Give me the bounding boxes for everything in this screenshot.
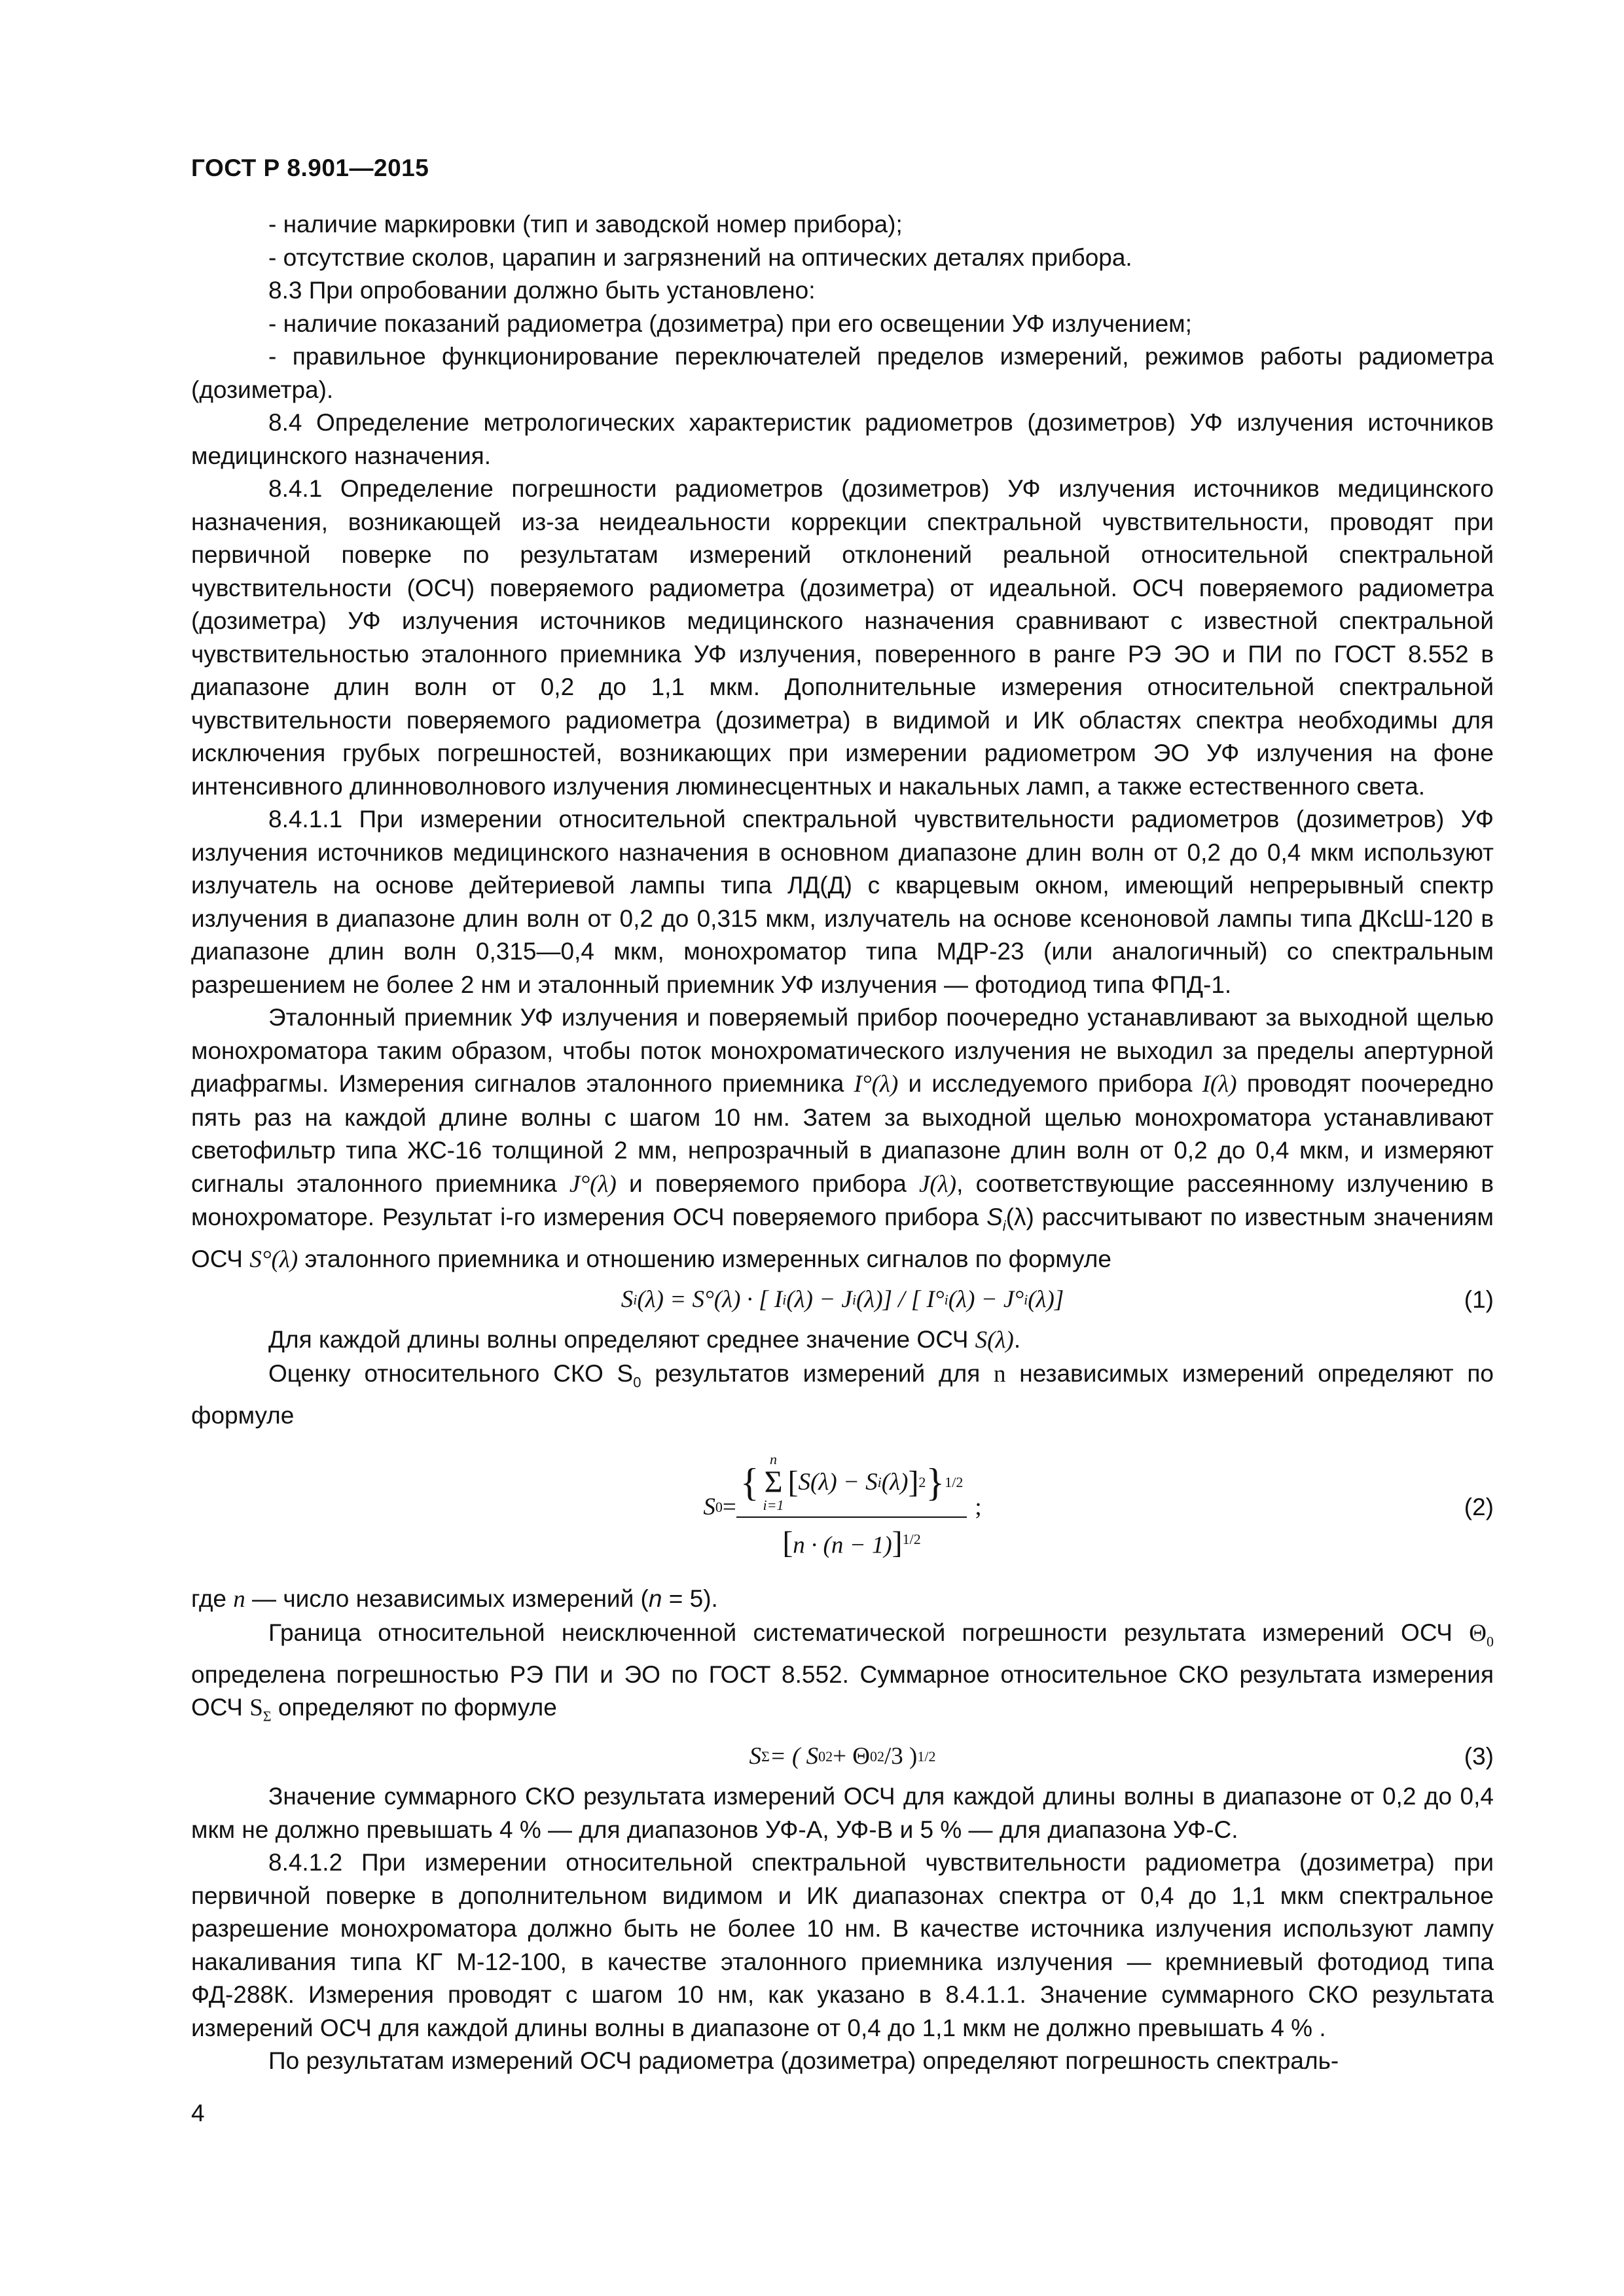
- paragraph: 8.4.1.1 При измерении относительной спектральной чувствительности радиометров (дозиметров) УФ излучения источников медицинского назначения в основном диапазоне длин волн от 0,2 до 0,4 мкм используют излучатель на основе дейтериевой лампы типа ЛД(Д) с кварцевым окном, имеющий непрерывный спектр излучения в диапазоне длин волн от 0,2 до 0,315 мкм, излучатель на основе ксеноновой лампы типа ДКсШ-120 в диапазоне длин волн 0,315—0,4 мкм, монохроматор типа МДР-23 (или аналогичный) со спектральным разрешением не более 2 нм и эталонный приемник УФ излучения — фотодиод типа ФПД-1.: [191, 806, 1494, 998]
- paragraph: - наличие маркировки (тип и заводской номер прибора);: [268, 211, 903, 238]
- symbol: I(λ): [1202, 1071, 1237, 1098]
- symbol: J(λ): [919, 1170, 957, 1198]
- paragraph: где n — число независимых измерений (n = 5).: [191, 1585, 718, 1613]
- formula-number: (1): [1464, 1286, 1494, 1314]
- symbol: I°(λ): [854, 1071, 899, 1098]
- formula-number: (2): [1464, 1494, 1494, 1521]
- symbol: S°(λ): [249, 1246, 298, 1273]
- formula-1: S i (λ) = S°(λ) · [ I i (λ) − J i (λ)] / [ I° i (λ) − J° i (λ)] (1): [191, 1276, 1494, 1323]
- document-header: ГОСТ Р 8.901—2015: [191, 154, 429, 181]
- paragraph: Значение суммарного СКО результата измерений ОСЧ для каждой длины волны в диапазоне от 0,2 до 0,4 мкм не должно превышать 4 % — для диапазонов УФ-А, УФ-В и 5 % — для диапазона УФ-С.: [191, 1783, 1494, 1843]
- paragraph: 8.4.1.2 При измерении относительной спектральной чувствительности радиометра (дозиметра) при первичной поверке в дополнительном видимом и ИК диапазонах спектра от 0,4 до 1,1 мкм спектральное разрешение монохроматора должно быть не более 10 нм. В качестве источника излучения используют лампу накаливания типа КГ М-12-100, в качестве эталонного приемника излучения — кремниевый фотодиод типа ФД-288К. Измерения проводят с шагом 10 нм, как указано в 8.4.1.1. Значение суммарного СКО результата измерений ОСЧ для каждой длины волны в диапазоне от 0,4 до 1,1 мкм не должно превышать 4 % .: [191, 1849, 1494, 2041]
- page-number: 4: [191, 2100, 205, 2126]
- formula-2: S 0 = { n Σ i=1 [ S(λ) − S i (λ) ] 2 } 1/2 $[n \cdot (n - 1)]^{1/2}$ ; (2): [703, 1451, 1494, 1560]
- symbol: S: [986, 1204, 1003, 1230]
- paragraph: 8.4.1 Определение погрешности радиометров (дозиметров) УФ излучения источников медицинского назначения, возникающей из-за неидеальности коррекции спектральной чувствительности, проводят при первичной поверке по результатам измерений отклонений реальной относительной спектральной чувствительности (ОСЧ) поверяемого радиометра (дозиметра) от идеальной. ОСЧ поверяемого радиометра (дозиметра) УФ излучения источников медицинского назначения сравнивают с известной спектральной чувствительностью эталонного приемника УФ излучения, поверенного в ранге РЭ ЭО и ПИ по ГОСТ 8.552 в диапазоне длин волн от 0,2 до 1,1 мкм. Дополнительные измерения относительной спектральной чувствительности поверяемого радиометра (дозиметра) в видимой и ИК областях спектра необходимы для исключения грубых погрешностей, возникающих при измерении радиометром ЭО УФ излучения на фоне интенсивного длинноволнового излучения люминесцентных и накальных ламп, а также естественного света.: [191, 475, 1494, 800]
- document-body: [191, 208, 1494, 2078]
- formula-3: S Σ = ( S 0 2 + Θ 0 2 /3 ) 1/2 (3): [191, 1733, 1494, 1780]
- paragraph: - правильное функционирование переключателей пределов измерений, режимов работы радиометра (дозиметра).: [191, 343, 1494, 403]
- paragraph: Для каждой длины волны определяют среднее значение ОСЧ S(λ).: [268, 1326, 1021, 1354]
- paragraph: Граница относительной неисключенной систематической погрешности результата измерений ОСЧ $\Theta_0$ определена погрешностью РЭ ПИ и ЭО по ГОСТ 8.552. Суммарное относительное СКО результата измерения ОСЧ $S_\Sigma$ определяют по формуле: [191, 1619, 1494, 1725]
- paragraph: По результатам измерений ОСЧ радиометра (дозиметра) определяют погрешность спектраль-: [268, 2047, 1339, 2075]
- paragraph: Эталонный приемник УФ излучения и поверяемый прибор поочередно устанавливают за выходной щелью монохроматора таким образом, чтобы поток монохроматического излучения не выходил за пределы апертурной диафрагмы. Измерения сигналов эталонного приемника I°(λ) и исследуемого прибора I(λ) проводят поочередно пять раз на каждой длине волны с шагом 10 нм. Затем за выходной щелью монохроматора устанавливают светофильтр типа ЖС-16 толщиной 2 мм, непрозрачный в диапазоне длин волн от 0,2 до 0,4 мкм, и измеряют сигналы эталонного приемника J°(λ) и поверяемого прибора J(λ), соответствующие рассеянному излучению в монохроматоре. Результат i-го измерения ОСЧ поверяемого прибора $S_i(\lambda)$ рассчитывают по известным значениям ОСЧ S°(λ) эталонного приемника и отношению измеренных сигналов по формуле: [191, 1004, 1494, 1273]
- paragraph: 8.3 При опробовании должно быть установлено:: [268, 277, 816, 304]
- paragraph: - наличие показаний радиометра (дозиметра) при его освещении УФ излучением;: [268, 310, 1192, 337]
- paragraph: 8.4 Определение метрологических характеристик радиометров (дозиметров) УФ излучения источников медицинского назначения.: [191, 409, 1494, 469]
- paragraph: Оценку относительного СКО $S_0$ результатов измерений для n независимых измерений определяют по формуле: [191, 1359, 1494, 1429]
- symbol: J°(λ): [569, 1170, 617, 1198]
- paragraph: - отсутствие сколов, царапин и загрязнений на оптических деталях прибора.: [268, 243, 1132, 271]
- formula-number: (3): [1464, 1742, 1494, 1770]
